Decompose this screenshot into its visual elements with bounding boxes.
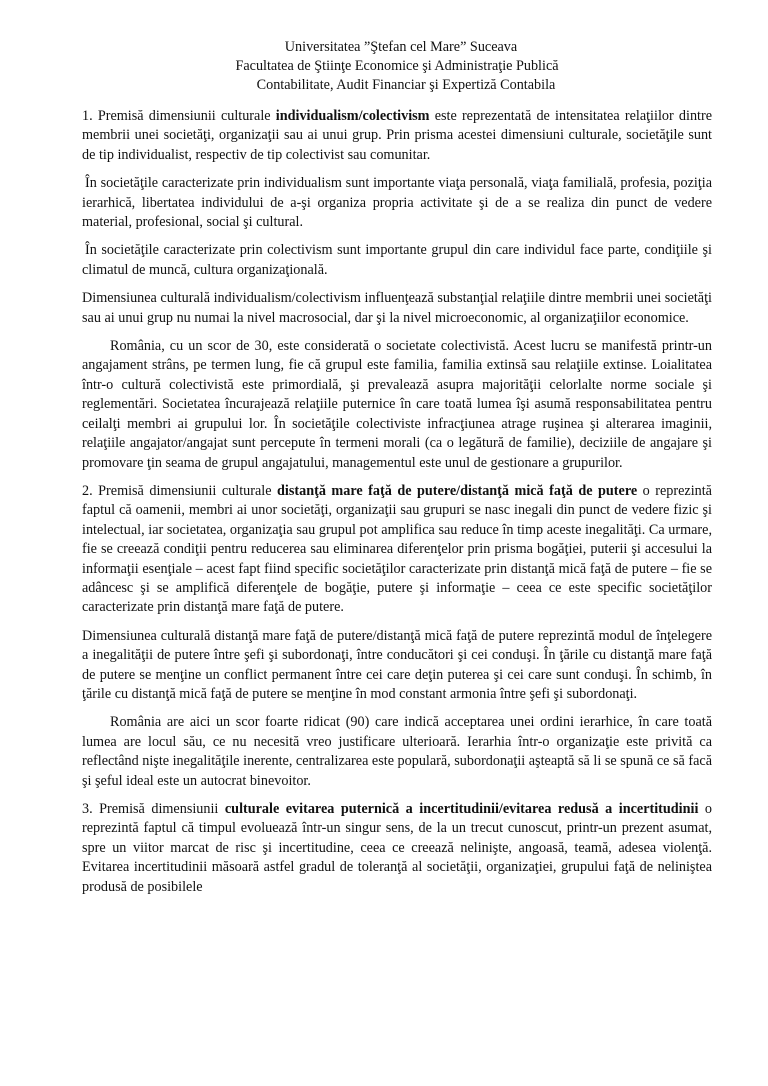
- section2-term: distanţă mare faţă de putere/distanţă mică faţă de putere: [277, 482, 638, 499]
- faculty-name: Facultatea de Ştiinţe Economice şi Administraţie Publică: [235, 58, 559, 74]
- document-header: [82, 38, 712, 95]
- section1-individualism: În societăţile caracterizate prin individualism sunt importante viaţa personală, viaţa familială, profesia, poziţia ierarhică, libertatea individului de a-şi organiza propria activitate şi de a se realiza din punct de vedere material, profesional, social şi cultural.: [82, 175, 712, 231]
- section1-term: individualism/colectivism: [275, 108, 430, 124]
- program-name: Contabilitate, Audit Financiar şi Expertiză Contabila: [256, 77, 556, 93]
- section2-intro: 2. Premisă dimensiunii culturale distanţă mare faţă de putere/distanţă mică faţă de putere o reprezintă faptul că oamenii, membri ai unor societăţi, organizaţii sau grupuri se nasc inegali din punct de vedere fizic şi intelectual, iar societatea, organizaţia sau grupul pot amplifica sau reduce în timp aceste inegalităţi. Ca urmare, fie se creează condiţii pentru reducerea sau eliminarea diferenţelor prin prisma bogăţiei, puterii şi accesului la informaţii esenţiale – acest fapt fiind specific societăţilor caracterizate prin distanţă mică faţă de putere – fie se adâncesc şi se amplifică diferenţele de bogăţie, putere şi informaţie – ceea ce este specific societăţilor caracterizate prin distanţă mare faţă de putere.: [82, 482, 712, 616]
- university-name: Universitatea ”Ştefan cel Mare” Suceava: [284, 39, 518, 55]
- section1-intro: 1. Premisă dimensiunii culturale individualism/colectivism este reprezentată de intensitatea relaţiilor dintre membrii unei societăţi, organizaţii sau ai unui grup. Prin prisma acestei dimensiuni culturale, societăţile sunt de tip individualist, respectiv de tip colectivist sau comunitar.: [82, 108, 712, 163]
- section3-intro: 3. Premisă dimensiunii culturale evitarea puternică a incertitudinii/evitarea redusă a incertitudinii o reprezintă faptul că timpul evoluează într-un singur sens, de la un trecut cunoscut, printr-un prezent asumat, spre un viitor marcat de risc şi incertitudine, ceea ce creează nelinişte, angoasă, teamă, adesea violenţă. Evitarea incertitudinii măsoară astfel gradul de toleranţă al societăţii, organizaţiei, grupului faţă de neliniştea produsă de posibilele: [82, 801, 712, 895]
- section2-romania: România are aici un scor foarte ridicat (90) care indică acceptarea unei ordini ierarhice, în care toată lumea are locul său, ce nu necesită vreo justificare ulterioară. Ierarhia într-o organizaţie este privită ca reflectând nişte inegalităţile inerente, centralizarea este populară, subordonaţii aşteaptă să li se spună ce să facă şi şeful ideal este un autocrat binevoitor.: [82, 714, 712, 789]
- section1-collectivism: În societăţile caracterizate prin colectivism sunt importante grupul din care individul face parte, condiţiile şi climatul de muncă, cultura organizaţională.: [82, 242, 712, 278]
- section2-dimension: Dimensiunea culturală distanţă mare faţă de putere/distanţă mică faţă de putere reprezintă modul de înţelegere a inegalităţii de putere între şefi şi subordonaţi, între conducători şi cei conduşi. În ţările cu distanţă mare faţă de putere se menţine un conflict permanent între cei care deţin puterea şi cei care sunt conduşi. În schimb, în ţările cu distanţă mică faţă de putere se menţine în mod constant armonia între şefi şi subordonaţi.: [82, 627, 712, 702]
- section1-romania: România, cu un scor de 30, este considerată o societate colectivistă. Acest lucru se manifestă printr-un angajament strâns, pe termen lung, fie că grupul este familia, familia extinsă sau relaţiile extinse. Loialitatea într-o cultură colectivistă este primordială, şi prevalează asupra majorităţii celorlalte norme sociale şi reglementări. Societatea încurajează relaţiile puternice în care toată lumea îşi asumă responsabilitatea pentru ceilalţi membri ai grupului lor. În societăţile colectiviste infracţiunea atrage ruşinea şi alterarea imaginii, relaţiile angajator/angajat sunt percepute în termeni morali (ca o legătură de familie), deciziile de angajare şi promovare ţin seama de grupul angajatului, managementul este unul de gestionare a grupurilor.: [82, 338, 712, 471]
- section1-influence: Dimensiunea culturală individualism/colectivism influenţează substanţial relaţiile dintre membrii unei societăţi sau ai unui grup nu numai la nivel macrosocial, dar şi la nivel microeconomic, al organizaţiilor economice.: [82, 290, 712, 326]
- section3-term: culturale evitarea puternică a incertitudinii/evitarea redusă a incertitudinii: [224, 801, 699, 817]
